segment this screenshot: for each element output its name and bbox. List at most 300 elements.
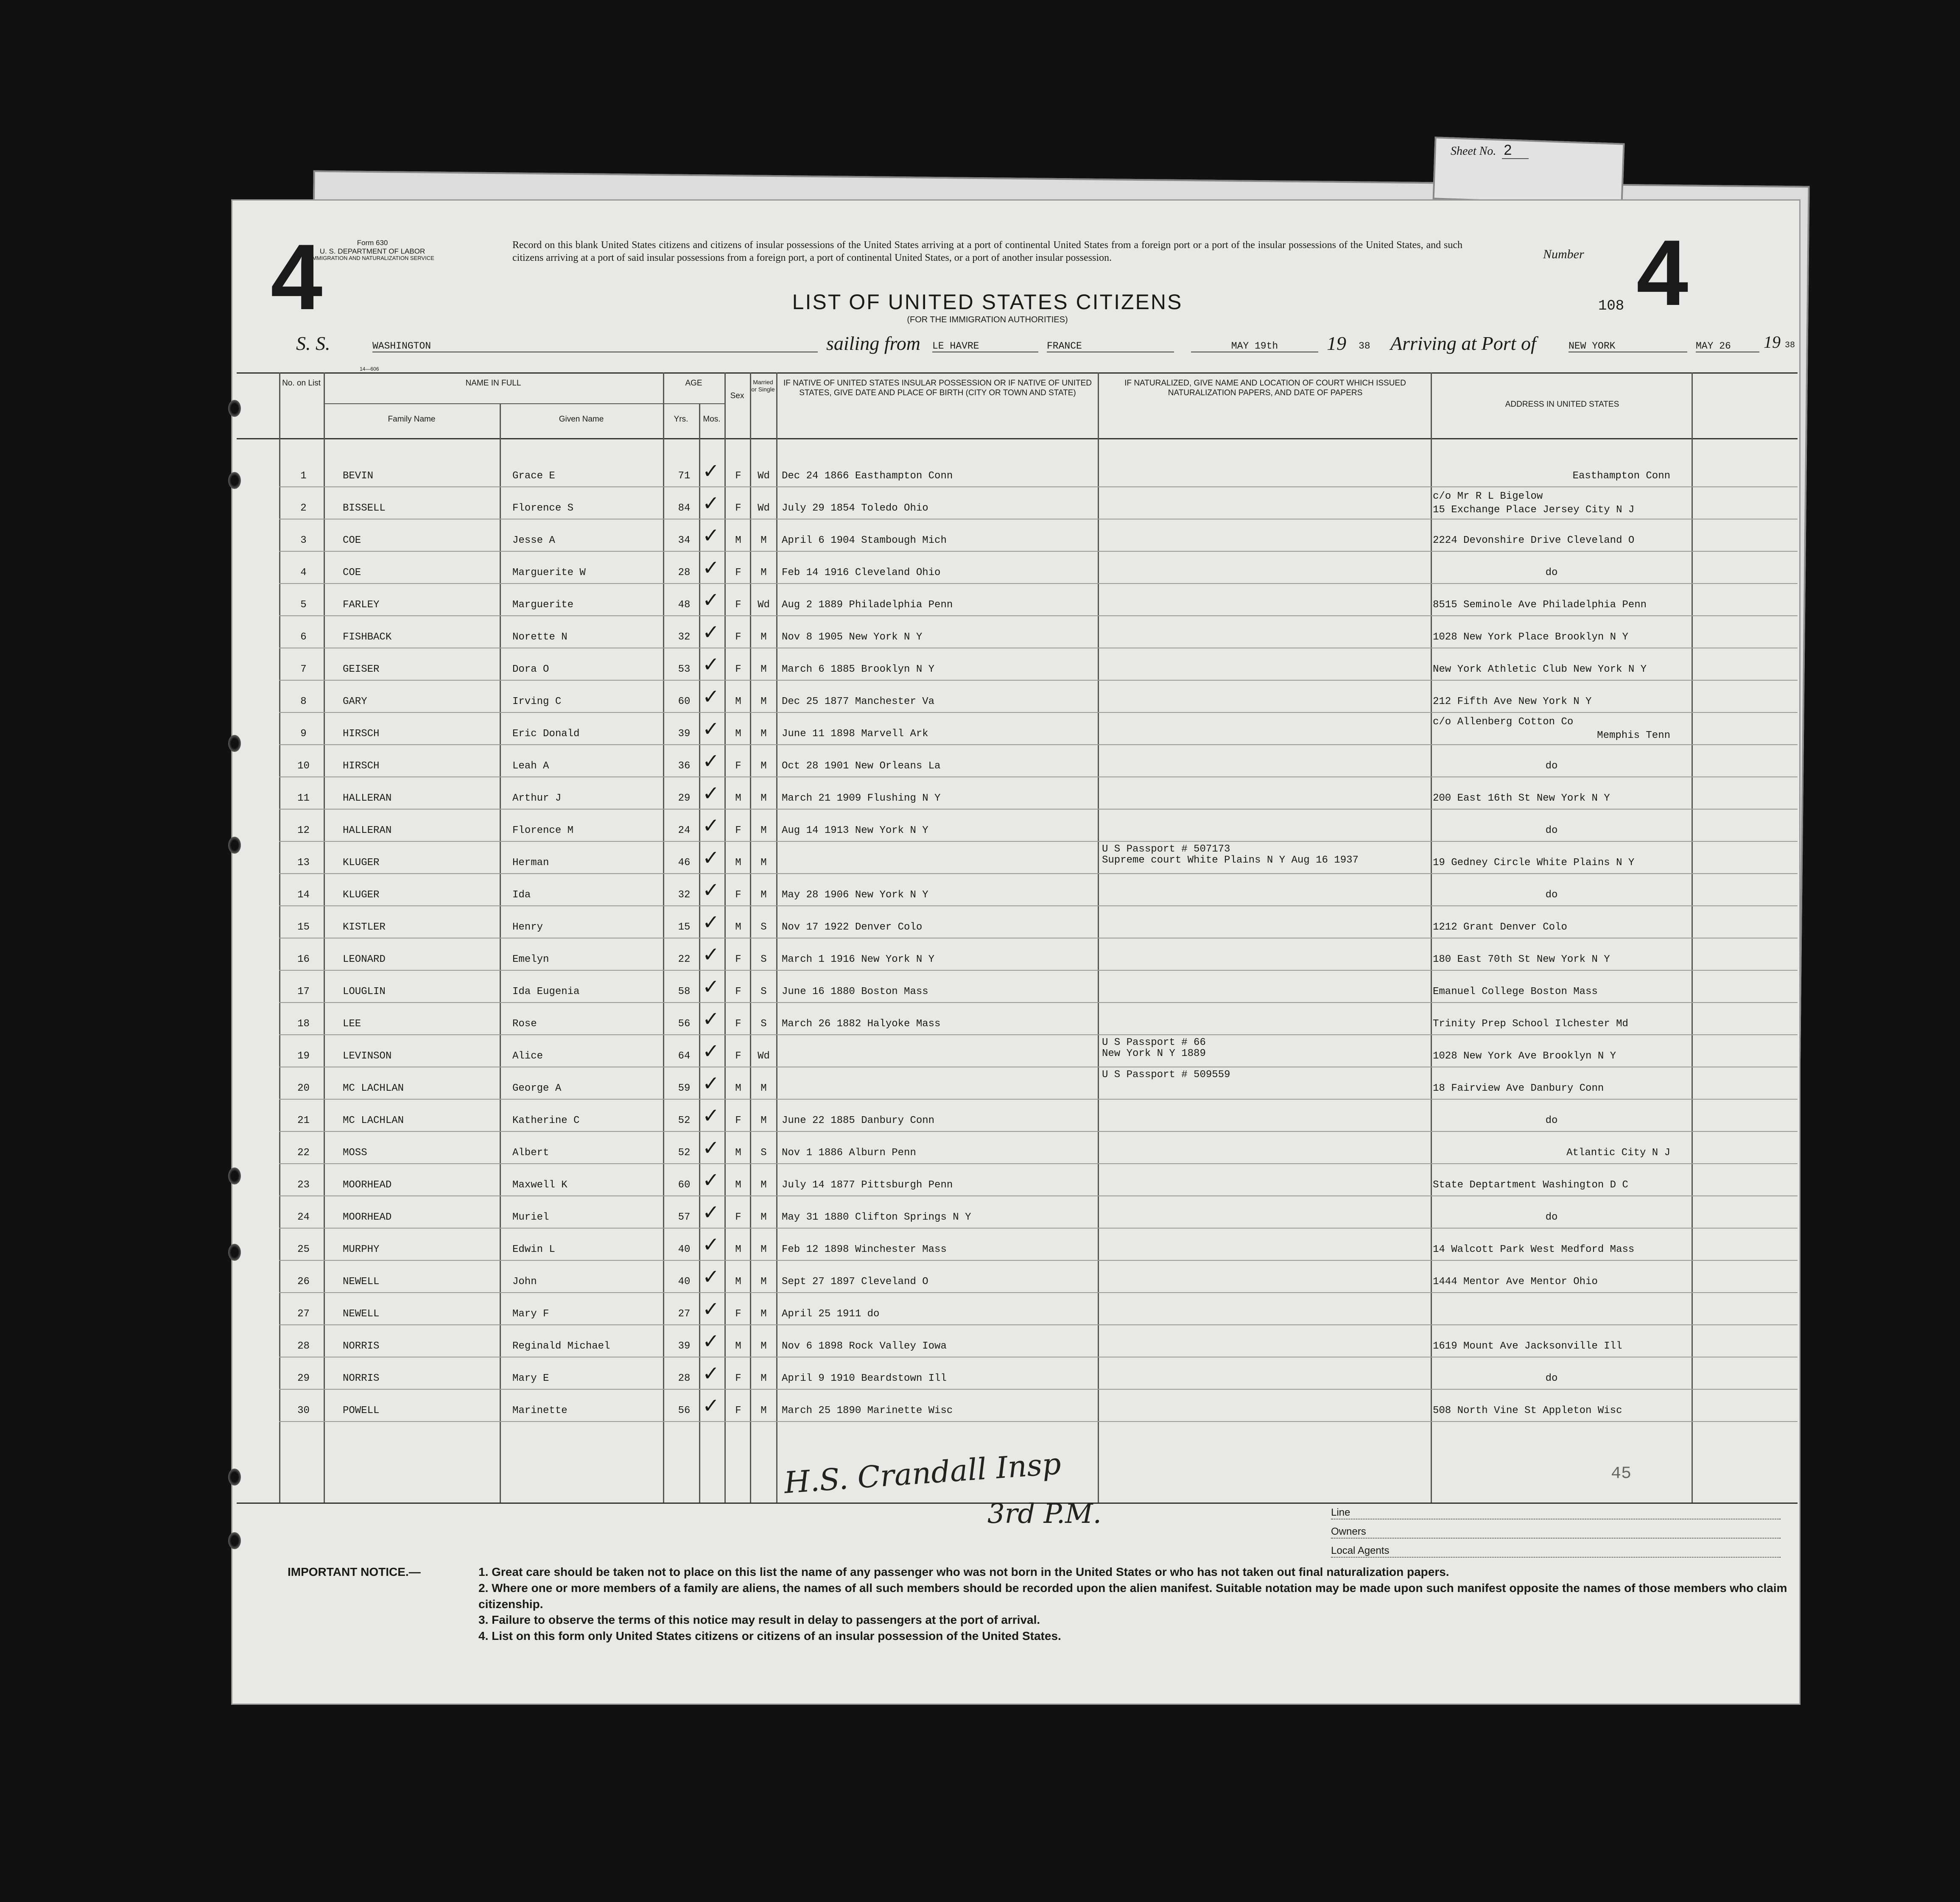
naturalization-line-1: U S Passport # 66 bbox=[1102, 1037, 1206, 1048]
address-line-2: Emanuel College Boston Mass bbox=[1433, 986, 1598, 997]
address-line-2: 1028 New York Place Brooklyn N Y bbox=[1433, 631, 1628, 643]
header-age: AGE bbox=[685, 379, 702, 388]
table-row bbox=[232, 1390, 1802, 1422]
family-name: BEVIN bbox=[343, 470, 374, 482]
checkmark-icon: ✓ bbox=[702, 620, 720, 644]
sex: F bbox=[735, 599, 741, 611]
list-number-right: 4 bbox=[1636, 221, 1689, 325]
birth-date-place: July 29 1854 Toledo Ohio bbox=[782, 503, 928, 514]
row-number: 4 bbox=[300, 567, 307, 578]
family-name: MC LACHLAN bbox=[343, 1115, 404, 1126]
table-row bbox=[232, 681, 1802, 713]
birth-date-place: Oct 28 1901 New Orleans La bbox=[782, 760, 941, 772]
checkmark-icon: ✓ bbox=[702, 1201, 720, 1224]
row-number: 18 bbox=[297, 1018, 310, 1030]
table-row bbox=[232, 1067, 1802, 1100]
checkmark-icon: ✓ bbox=[702, 1104, 720, 1128]
age-years: 52 bbox=[678, 1147, 691, 1159]
inspector-signature: H.S. Crandall Insp bbox=[783, 1446, 1062, 1500]
owners-label: Owners bbox=[1331, 1526, 1781, 1539]
birth-date-place: Nov 1 1886 Alburn Penn bbox=[782, 1147, 916, 1159]
age-years: 57 bbox=[678, 1212, 691, 1223]
arrival-date: MAY 26 bbox=[1696, 341, 1759, 352]
marital-status: M bbox=[761, 760, 767, 772]
age-years: 46 bbox=[678, 857, 691, 869]
table-row bbox=[232, 1196, 1802, 1229]
given-name: Marguerite W bbox=[512, 567, 586, 578]
header-address: ADDRESS IN UNITED STATES bbox=[1505, 400, 1619, 409]
address-line-2: do bbox=[1545, 1373, 1558, 1384]
checkmark-icon: ✓ bbox=[702, 1136, 720, 1160]
sex: M bbox=[735, 728, 741, 740]
checkmark-icon: ✓ bbox=[702, 749, 720, 773]
arrival-year: 38 bbox=[1785, 341, 1795, 350]
marital-status: S bbox=[761, 954, 767, 965]
birth-date-place: Sept 27 1897 Cleveland O bbox=[782, 1276, 928, 1288]
row-number: 19 bbox=[297, 1050, 310, 1062]
checkmark-icon: ✓ bbox=[702, 1329, 720, 1353]
table-row bbox=[232, 938, 1802, 971]
header-birth: IF NATIVE OF UNITED STATES INSULAR POSSESSION OR IF NATIVE OF UNITED STATES, GIVE DATE AND PLACE OF BIRTH (CITY OR TOWN AND STATE) bbox=[783, 379, 1092, 397]
marital-status: M bbox=[761, 1212, 767, 1223]
birth-date-place: July 14 1877 Pittsburgh Penn bbox=[782, 1179, 953, 1191]
form-identification: Form 630 U. S. DEPARTMENT OF LABOR IMMIGRATION AND NATURALIZATION SERVICE bbox=[310, 239, 434, 262]
table-row bbox=[232, 616, 1802, 648]
age-years: 34 bbox=[678, 535, 691, 546]
birth-date-place: Aug 14 1913 New York N Y bbox=[782, 825, 928, 836]
family-name: NEWELL bbox=[343, 1308, 380, 1320]
marital-status: M bbox=[761, 1244, 767, 1255]
given-name: Alice bbox=[512, 1050, 543, 1062]
table-row bbox=[232, 648, 1802, 681]
notice-item: 2. Where one or more members of a family are aliens, the names of all such members should be recorded upon the alien manifest. Suitable notation may be made upon such manifest opposite the names of those members who claim citizenship. bbox=[478, 1581, 1787, 1611]
given-name: Jesse A bbox=[512, 535, 555, 546]
row-number: 13 bbox=[297, 857, 310, 869]
row-rule bbox=[279, 1421, 1798, 1422]
checkmark-icon: ✓ bbox=[702, 911, 720, 934]
address-line-2: 15 Exchange Place Jersey City N J bbox=[1433, 504, 1635, 516]
header-family-name: Family Name bbox=[388, 415, 436, 424]
family-name: HALLERAN bbox=[343, 825, 392, 836]
page-title: LIST OF UNITED STATES CITIZENS bbox=[792, 290, 1183, 314]
family-name: KLUGER bbox=[343, 889, 380, 901]
row-number: 16 bbox=[297, 954, 310, 965]
age-years: 32 bbox=[678, 631, 691, 643]
address-line-2: 1444 Mentor Ave Mentor Ohio bbox=[1433, 1276, 1598, 1288]
address-line-2: State Deptartment Washington D C bbox=[1433, 1179, 1628, 1191]
sex: M bbox=[735, 535, 741, 546]
given-name: Ida bbox=[512, 889, 531, 901]
row-number: 29 bbox=[297, 1373, 310, 1384]
ship-name: WASHINGTON bbox=[372, 341, 818, 352]
checkmark-icon: ✓ bbox=[702, 943, 720, 966]
birth-date-place: Feb 12 1898 Winchester Mass bbox=[782, 1244, 947, 1255]
given-name: Reginald Michael bbox=[512, 1341, 610, 1352]
given-name: Norette N bbox=[512, 631, 568, 643]
name-subheader-rule bbox=[324, 403, 663, 404]
row-number: 2 bbox=[300, 503, 307, 514]
age-years: 58 bbox=[678, 986, 691, 997]
marital-status: M bbox=[761, 1179, 767, 1191]
family-name: FARLEY bbox=[343, 599, 380, 611]
row-number: 26 bbox=[297, 1276, 310, 1288]
marital-status: M bbox=[761, 567, 767, 578]
checkmark-icon: ✓ bbox=[702, 1168, 720, 1192]
family-name: HIRSCH bbox=[343, 728, 380, 740]
header-name-in-full: NAME IN FULL bbox=[465, 379, 521, 388]
family-name: COE bbox=[343, 535, 361, 546]
row-number: 22 bbox=[297, 1147, 310, 1159]
family-name: MOORHEAD bbox=[343, 1212, 392, 1223]
marital-status: M bbox=[761, 1373, 767, 1384]
row-number: 5 bbox=[300, 599, 307, 611]
age-years: 52 bbox=[678, 1115, 691, 1126]
family-name: POWELL bbox=[343, 1405, 380, 1416]
family-name: KISTLER bbox=[343, 922, 386, 933]
table-row bbox=[232, 584, 1802, 616]
family-name: NORRIS bbox=[343, 1341, 380, 1352]
sex: F bbox=[735, 760, 741, 772]
line-label: Line bbox=[1331, 1507, 1781, 1519]
sail-date: MAY 19th bbox=[1191, 341, 1318, 352]
sex: F bbox=[735, 1212, 741, 1223]
checkmark-icon: ✓ bbox=[702, 1233, 720, 1257]
notice-item: 3. Failure to observe the terms of this notice may result in delay to passengers at the port of arrival. bbox=[478, 1613, 1040, 1627]
address-line-2: do bbox=[1545, 1212, 1558, 1223]
punch-hole bbox=[228, 400, 241, 417]
marital-status: M bbox=[761, 1341, 767, 1352]
sex: F bbox=[735, 889, 741, 901]
marital-status: Wd bbox=[758, 1050, 770, 1062]
row-number: 24 bbox=[297, 1212, 310, 1223]
address-line-1: c/o Mr R L Bigelow bbox=[1433, 491, 1543, 502]
sex: F bbox=[735, 503, 741, 514]
sex: M bbox=[735, 857, 741, 869]
header-given-name: Given Name bbox=[559, 415, 604, 424]
address-line-2: do bbox=[1545, 567, 1558, 578]
table-row bbox=[232, 1003, 1802, 1035]
local-agents-label: Local Agents bbox=[1331, 1545, 1781, 1558]
table-row bbox=[232, 1164, 1802, 1196]
table-row bbox=[232, 1132, 1802, 1164]
age-years: 24 bbox=[678, 825, 691, 836]
given-name: Arthur J bbox=[512, 793, 562, 804]
address-line-2: 180 East 70th St New York N Y bbox=[1433, 954, 1610, 965]
family-name: GARY bbox=[343, 696, 367, 707]
punch-hole bbox=[228, 1532, 241, 1549]
header-married-single: Married or Single bbox=[751, 379, 775, 393]
row-number: 20 bbox=[297, 1083, 310, 1094]
birth-date-place: April 6 1904 Stambough Mich bbox=[782, 535, 947, 546]
family-name: MC LACHLAN bbox=[343, 1083, 404, 1094]
sex: M bbox=[735, 1147, 741, 1159]
row-number: 15 bbox=[297, 922, 310, 933]
given-name: Rose bbox=[512, 1018, 537, 1030]
age-subheader-rule bbox=[663, 403, 724, 404]
header-age-months: Mos. bbox=[703, 415, 721, 424]
sex: F bbox=[735, 954, 741, 965]
marital-status: S bbox=[761, 922, 767, 933]
checkmark-icon: ✓ bbox=[702, 459, 720, 483]
checkmark-icon: ✓ bbox=[702, 1297, 720, 1321]
row-number: 23 bbox=[297, 1179, 310, 1191]
age-years: 39 bbox=[678, 1341, 691, 1352]
row-number: 1 bbox=[300, 470, 307, 482]
age-years: 56 bbox=[678, 1405, 691, 1416]
marital-status: Wd bbox=[758, 599, 770, 611]
birth-date-place: Dec 24 1866 Easthampton Conn bbox=[782, 470, 953, 482]
given-name: Edwin L bbox=[512, 1244, 555, 1255]
birth-date-place: March 25 1890 Marinette Wisc bbox=[782, 1405, 953, 1416]
naturalization-line-2: New York N Y 1889 bbox=[1102, 1048, 1206, 1059]
birth-date-place: March 6 1885 Brooklyn N Y bbox=[782, 664, 935, 675]
age-years: 40 bbox=[678, 1276, 691, 1288]
given-name: Dora O bbox=[512, 664, 549, 675]
given-name: Eric Donald bbox=[512, 728, 580, 740]
birth-date-place: Nov 17 1922 Denver Colo bbox=[782, 922, 923, 933]
row-number: 27 bbox=[297, 1308, 310, 1320]
table-row bbox=[232, 906, 1802, 938]
marital-status: M bbox=[761, 857, 767, 869]
family-name: MOSS bbox=[343, 1147, 367, 1159]
given-name: Marguerite bbox=[512, 599, 574, 611]
marital-status: M bbox=[761, 1083, 767, 1094]
table-row bbox=[232, 519, 1802, 552]
given-name: Henry bbox=[512, 922, 543, 933]
departure-port: LE HAVRE bbox=[932, 341, 1038, 352]
punch-hole bbox=[228, 1469, 241, 1486]
given-name: Florence S bbox=[512, 503, 574, 514]
sex: F bbox=[735, 1373, 741, 1384]
sheet-number: Sheet No. 2 bbox=[1451, 142, 1529, 159]
sail-year: 38 bbox=[1359, 341, 1370, 352]
sex: F bbox=[735, 1308, 741, 1320]
table-row bbox=[232, 810, 1802, 842]
marital-status: S bbox=[761, 1018, 767, 1030]
address-line-2: 19 Gedney Circle White Plains N Y bbox=[1433, 857, 1635, 869]
intro-text: Record on this blank United States citizens and citizens of insular possessions of the United States arriving at a port of continental United States from a foreign port or a port of the insular possessions of the United States, and such citizens arriving at a port of said insular possessions from a foreign port, a port of continental United States, or a port of another insular possession. bbox=[512, 240, 1462, 263]
given-name: Irving C bbox=[512, 696, 562, 707]
address-line-2: Atlantic City N J bbox=[1566, 1147, 1670, 1159]
given-name: Leah A bbox=[512, 760, 549, 772]
family-name: HIRSCH bbox=[343, 760, 380, 772]
birth-date-place: March 21 1909 Flushing N Y bbox=[782, 793, 941, 804]
marital-status: S bbox=[761, 1147, 767, 1159]
family-name: BISSELL bbox=[343, 503, 386, 514]
checkmark-icon: ✓ bbox=[702, 588, 720, 612]
table-row bbox=[232, 487, 1802, 519]
marital-status: M bbox=[761, 728, 767, 740]
header-sex: Sex bbox=[730, 391, 744, 400]
row-number: 6 bbox=[300, 631, 307, 643]
sex: M bbox=[735, 1179, 741, 1191]
marital-status: Wd bbox=[758, 470, 770, 482]
list-number-left: 4 bbox=[271, 225, 323, 329]
row-number: 8 bbox=[300, 696, 307, 707]
sex: F bbox=[735, 825, 741, 836]
table-row bbox=[232, 971, 1802, 1003]
family-name: MURPHY bbox=[343, 1244, 380, 1255]
family-name: LEE bbox=[343, 1018, 361, 1030]
birth-date-place: March 26 1882 Halyoke Mass bbox=[782, 1018, 941, 1030]
address-line-2: 2224 Devonshire Drive Cleveland O bbox=[1433, 535, 1635, 546]
table-row bbox=[232, 1035, 1802, 1067]
address-line-2: 8515 Seminole Ave Philadelphia Penn bbox=[1433, 599, 1647, 611]
checkmark-icon: ✓ bbox=[702, 524, 720, 547]
address-line-2: do bbox=[1545, 1115, 1558, 1126]
checkmark-icon: ✓ bbox=[702, 1362, 720, 1385]
notice-item: 1. Great care should be taken not to place on this list the name of any passenger who was not born in the United States or who has not taken out final naturalization papers. bbox=[478, 1565, 1449, 1578]
age-years: 39 bbox=[678, 728, 691, 740]
marital-status: M bbox=[761, 1308, 767, 1320]
sex: M bbox=[735, 793, 741, 804]
given-name: Marinette bbox=[512, 1405, 568, 1416]
marital-status: M bbox=[761, 825, 767, 836]
birth-date-place: May 28 1906 New York N Y bbox=[782, 889, 928, 901]
address-line-2: 14 Walcott Park West Medford Mass bbox=[1433, 1244, 1635, 1255]
table-row bbox=[232, 842, 1802, 874]
age-years: 59 bbox=[678, 1083, 691, 1094]
checkmark-icon: ✓ bbox=[702, 556, 720, 580]
row-number: 30 bbox=[297, 1405, 310, 1416]
sex: F bbox=[735, 1115, 741, 1126]
table-header-border bbox=[237, 438, 1798, 439]
checkmark-icon: ✓ bbox=[702, 1039, 720, 1063]
given-name: Mary F bbox=[512, 1308, 549, 1320]
address-line-1: c/o Allenberg Cotton Co bbox=[1433, 716, 1574, 728]
handwritten-time: 3rd P.M. bbox=[987, 1498, 1102, 1530]
marital-status: M bbox=[761, 1276, 767, 1288]
important-notice bbox=[288, 1564, 1798, 1644]
age-years: 32 bbox=[678, 889, 691, 901]
address-line-2: do bbox=[1545, 825, 1558, 836]
sex: F bbox=[735, 470, 741, 482]
checkmark-icon: ✓ bbox=[702, 975, 720, 999]
row-number: 14 bbox=[297, 889, 310, 901]
birth-date-place: May 31 1880 Clifton Springs N Y bbox=[782, 1212, 971, 1223]
table-row bbox=[232, 1229, 1802, 1261]
table-row bbox=[232, 713, 1802, 745]
age-years: 15 bbox=[678, 922, 691, 933]
family-name: LEONARD bbox=[343, 954, 386, 965]
address-line-2: Trinity Prep School Ilchester Md bbox=[1433, 1018, 1628, 1030]
table-top-border bbox=[237, 372, 1798, 374]
birth-date-place: April 25 1911 do bbox=[782, 1308, 880, 1320]
birth-date-place: Nov 8 1905 New York N Y bbox=[782, 631, 923, 643]
birth-date-place: April 9 1910 Beardstown Ill bbox=[782, 1373, 947, 1384]
family-name: LOUGLIN bbox=[343, 986, 386, 997]
sex: F bbox=[735, 1405, 741, 1416]
marital-status: Wd bbox=[758, 503, 770, 514]
age-years: 27 bbox=[678, 1308, 691, 1320]
row-number: 7 bbox=[300, 664, 307, 675]
given-name: Ida Eugenia bbox=[512, 986, 580, 997]
table-row bbox=[232, 1357, 1802, 1390]
family-name: COE bbox=[343, 567, 361, 578]
naturalization-line-1: U S Passport # 509559 bbox=[1102, 1069, 1230, 1081]
table-row bbox=[232, 455, 1802, 487]
table-row bbox=[232, 1261, 1802, 1293]
naturalization-line-2: Supreme court White Plains N Y Aug 16 1937 bbox=[1102, 855, 1359, 866]
checkmark-icon: ✓ bbox=[702, 814, 720, 838]
age-years: 36 bbox=[678, 760, 691, 772]
address-line-2: do bbox=[1545, 889, 1558, 901]
checkmark-icon: ✓ bbox=[702, 782, 720, 805]
arrival-port: NEW YORK bbox=[1569, 341, 1687, 352]
family-name: NEWELL bbox=[343, 1276, 380, 1288]
birth-date-place: Nov 6 1898 Rock Valley Iowa bbox=[782, 1341, 947, 1352]
family-name: HALLERAN bbox=[343, 793, 392, 804]
marital-status: M bbox=[761, 631, 767, 643]
departure-country: FRANCE bbox=[1047, 341, 1174, 352]
birth-date-place: June 16 1880 Boston Mass bbox=[782, 986, 928, 997]
sex: F bbox=[735, 567, 741, 578]
header-age-years: Yrs. bbox=[674, 415, 688, 424]
age-years: 29 bbox=[678, 793, 691, 804]
address-line-2: New York Athletic Club New York N Y bbox=[1433, 664, 1647, 675]
marital-status: M bbox=[761, 889, 767, 901]
number-label: Number bbox=[1543, 247, 1584, 261]
given-name: Mary E bbox=[512, 1373, 549, 1384]
sex: F bbox=[735, 986, 741, 997]
checkmark-icon: ✓ bbox=[702, 685, 720, 709]
age-years: 28 bbox=[678, 567, 691, 578]
address-line-2: 200 East 16th St New York N Y bbox=[1433, 793, 1610, 804]
checkmark-icon: ✓ bbox=[702, 717, 720, 741]
birth-date-place: June 22 1885 Danbury Conn bbox=[782, 1115, 935, 1126]
checkmark-icon: ✓ bbox=[702, 1265, 720, 1289]
given-name: Maxwell K bbox=[512, 1179, 568, 1191]
birth-date-place: Dec 25 1877 Manchester Va bbox=[782, 696, 935, 707]
row-number: 10 bbox=[297, 760, 310, 772]
marital-status: M bbox=[761, 664, 767, 675]
birth-date-place: Aug 2 1889 Philadelphia Penn bbox=[782, 599, 953, 611]
address-line-2: 1028 New York Ave Brooklyn N Y bbox=[1433, 1050, 1616, 1062]
table-row bbox=[232, 1325, 1802, 1357]
marital-status: M bbox=[761, 793, 767, 804]
marital-status: M bbox=[761, 535, 767, 546]
sex: F bbox=[735, 631, 741, 643]
manifest-page bbox=[231, 199, 1801, 1705]
family-name: GEISER bbox=[343, 664, 380, 675]
given-name: Florence M bbox=[512, 825, 574, 836]
given-name: Katherine C bbox=[512, 1115, 580, 1126]
given-name: Muriel bbox=[512, 1212, 549, 1223]
row-number: 11 bbox=[297, 793, 310, 804]
checkmark-icon: ✓ bbox=[702, 1007, 720, 1031]
age-years: 53 bbox=[678, 664, 691, 675]
age-years: 48 bbox=[678, 599, 691, 611]
address-line-2: Memphis Tenn bbox=[1597, 730, 1670, 741]
address-line-2: 18 Fairview Ave Danbury Conn bbox=[1433, 1083, 1604, 1094]
given-name: George A bbox=[512, 1083, 562, 1094]
given-name: Albert bbox=[512, 1147, 549, 1159]
table-row bbox=[232, 1293, 1802, 1325]
sex: M bbox=[735, 922, 741, 933]
age-years: 60 bbox=[678, 696, 691, 707]
checkmark-icon: ✓ bbox=[702, 1072, 720, 1095]
family-name: LEVINSON bbox=[343, 1050, 392, 1062]
sex: F bbox=[735, 1018, 741, 1030]
passenger-count: 45 bbox=[1611, 1464, 1632, 1483]
row-number: 9 bbox=[300, 728, 307, 740]
year-prefix: 19 bbox=[1327, 332, 1346, 354]
sex: M bbox=[735, 696, 741, 707]
header-naturalization: IF NATURALIZED, GIVE NAME AND LOCATION OF COURT WHICH ISSUED NATURALIZATION PAPERS, AND DATE OF PAPERS bbox=[1124, 379, 1406, 397]
row-number: 17 bbox=[297, 986, 310, 997]
row-number: 25 bbox=[297, 1244, 310, 1255]
family-name: FISHBACK bbox=[343, 631, 392, 643]
